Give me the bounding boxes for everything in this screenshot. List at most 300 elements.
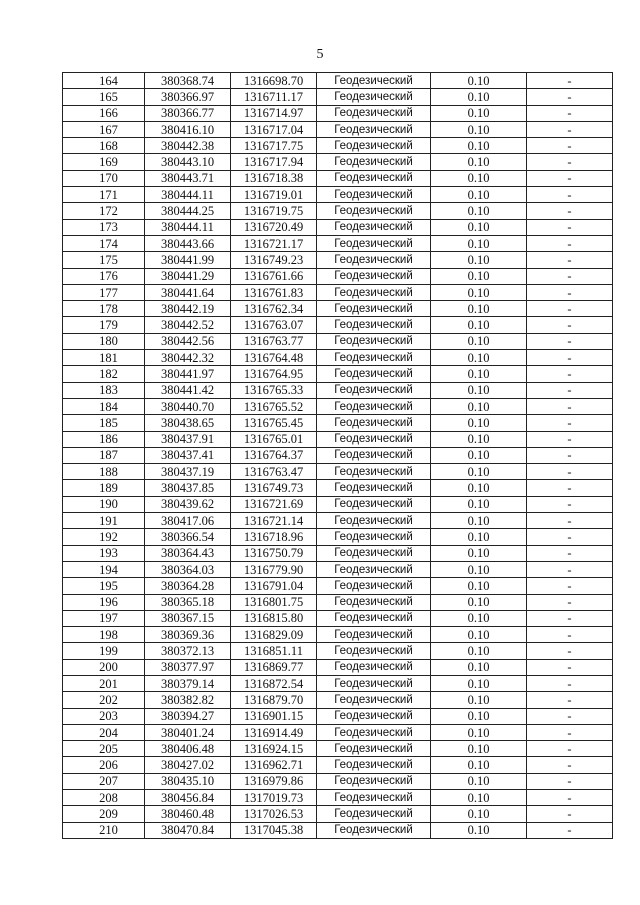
accuracy-cell: 0.10	[431, 366, 527, 382]
accuracy-cell: 0.10	[431, 121, 527, 137]
x-coordinate-cell: 380437.19	[145, 464, 231, 480]
accuracy-cell: 0.10	[431, 268, 527, 284]
table-row	[63, 692, 613, 708]
point-number-cell: 174	[63, 235, 145, 251]
method-cell: Геодезический	[317, 382, 431, 398]
table-row	[63, 105, 613, 121]
x-coordinate-cell: 380366.77	[145, 105, 231, 121]
y-coordinate-cell: 1316765.52	[231, 398, 317, 414]
point-number-cell: 202	[63, 692, 145, 708]
y-coordinate-cell: 1316869.77	[231, 659, 317, 675]
table-row	[63, 447, 613, 463]
description-cell: -	[527, 561, 613, 577]
method-cell: Геодезический	[317, 822, 431, 838]
point-number-cell: 197	[63, 610, 145, 626]
x-coordinate-cell: 380442.56	[145, 333, 231, 349]
accuracy-cell: 0.10	[431, 284, 527, 300]
method-cell: Геодезический	[317, 73, 431, 89]
method-cell: Геодезический	[317, 447, 431, 463]
y-coordinate-cell: 1317019.73	[231, 790, 317, 806]
accuracy-cell: 0.10	[431, 252, 527, 268]
table-row	[63, 724, 613, 740]
method-cell: Геодезический	[317, 203, 431, 219]
x-coordinate-cell: 380442.19	[145, 301, 231, 317]
accuracy-cell: 0.10	[431, 480, 527, 496]
description-cell: -	[527, 350, 613, 366]
y-coordinate-cell: 1316872.54	[231, 675, 317, 691]
accuracy-cell: 0.10	[431, 513, 527, 529]
accuracy-cell: 0.10	[431, 708, 527, 724]
description-cell: -	[527, 301, 613, 317]
x-coordinate-cell: 380366.97	[145, 89, 231, 105]
x-coordinate-cell: 380366.54	[145, 529, 231, 545]
coordinates-table-body	[63, 73, 613, 839]
method-cell: Геодезический	[317, 627, 431, 643]
accuracy-cell: 0.10	[431, 594, 527, 610]
table-row	[63, 643, 613, 659]
point-number-cell: 198	[63, 627, 145, 643]
y-coordinate-cell: 1316829.09	[231, 627, 317, 643]
method-cell: Геодезический	[317, 594, 431, 610]
description-cell: -	[527, 431, 613, 447]
x-coordinate-cell: 380444.11	[145, 219, 231, 235]
description-cell: -	[527, 545, 613, 561]
accuracy-cell: 0.10	[431, 773, 527, 789]
point-number-cell: 184	[63, 398, 145, 414]
method-cell: Геодезический	[317, 252, 431, 268]
y-coordinate-cell: 1316718.96	[231, 529, 317, 545]
method-cell: Геодезический	[317, 692, 431, 708]
table-row	[63, 252, 613, 268]
accuracy-cell: 0.10	[431, 741, 527, 757]
table-row	[63, 757, 613, 773]
point-number-cell: 208	[63, 790, 145, 806]
accuracy-cell: 0.10	[431, 105, 527, 121]
table-row	[63, 790, 613, 806]
table-row	[63, 138, 613, 154]
description-cell: -	[527, 513, 613, 529]
method-cell: Геодезический	[317, 154, 431, 170]
method-cell: Геодезический	[317, 138, 431, 154]
accuracy-cell: 0.10	[431, 154, 527, 170]
x-coordinate-cell: 380456.84	[145, 790, 231, 806]
description-cell: -	[527, 594, 613, 610]
description-cell: -	[527, 121, 613, 137]
point-number-cell: 177	[63, 284, 145, 300]
x-coordinate-cell: 380377.97	[145, 659, 231, 675]
accuracy-cell: 0.10	[431, 333, 527, 349]
accuracy-cell: 0.10	[431, 610, 527, 626]
description-cell: -	[527, 252, 613, 268]
point-number-cell: 186	[63, 431, 145, 447]
y-coordinate-cell: 1316914.49	[231, 724, 317, 740]
method-cell: Геодезический	[317, 513, 431, 529]
description-cell: -	[527, 822, 613, 838]
accuracy-cell: 0.10	[431, 431, 527, 447]
y-coordinate-cell: 1316765.33	[231, 382, 317, 398]
y-coordinate-cell: 1316763.77	[231, 333, 317, 349]
table-row	[63, 219, 613, 235]
point-number-cell: 205	[63, 741, 145, 757]
table-row	[63, 301, 613, 317]
x-coordinate-cell: 380379.14	[145, 675, 231, 691]
point-number-cell: 192	[63, 529, 145, 545]
table-row	[63, 464, 613, 480]
x-coordinate-cell: 380442.38	[145, 138, 231, 154]
x-coordinate-cell: 380437.41	[145, 447, 231, 463]
point-number-cell: 201	[63, 675, 145, 691]
table-row	[63, 317, 613, 333]
method-cell: Геодезический	[317, 415, 431, 431]
y-coordinate-cell: 1316764.48	[231, 350, 317, 366]
y-coordinate-cell: 1316765.01	[231, 431, 317, 447]
table-row	[63, 235, 613, 251]
accuracy-cell: 0.10	[431, 675, 527, 691]
table-row	[63, 675, 613, 691]
method-cell: Геодезический	[317, 170, 431, 186]
x-coordinate-cell: 380441.29	[145, 268, 231, 284]
description-cell: -	[527, 496, 613, 512]
description-cell: -	[527, 73, 613, 89]
description-cell: -	[527, 741, 613, 757]
y-coordinate-cell: 1316763.07	[231, 317, 317, 333]
point-number-cell: 179	[63, 317, 145, 333]
y-coordinate-cell: 1316721.17	[231, 235, 317, 251]
description-cell: -	[527, 790, 613, 806]
y-coordinate-cell: 1316720.49	[231, 219, 317, 235]
accuracy-cell: 0.10	[431, 203, 527, 219]
point-number-cell: 185	[63, 415, 145, 431]
table-row	[63, 741, 613, 757]
point-number-cell: 169	[63, 154, 145, 170]
description-cell: -	[527, 415, 613, 431]
description-cell: -	[527, 659, 613, 675]
method-cell: Геодезический	[317, 121, 431, 137]
x-coordinate-cell: 380369.36	[145, 627, 231, 643]
point-number-cell: 166	[63, 105, 145, 121]
accuracy-cell: 0.10	[431, 790, 527, 806]
method-cell: Геодезический	[317, 659, 431, 675]
x-coordinate-cell: 380416.10	[145, 121, 231, 137]
method-cell: Геодезический	[317, 235, 431, 251]
point-number-cell: 210	[63, 822, 145, 838]
description-cell: -	[527, 170, 613, 186]
table-row	[63, 268, 613, 284]
table-row	[63, 121, 613, 137]
accuracy-cell: 0.10	[431, 235, 527, 251]
point-number-cell: 172	[63, 203, 145, 219]
accuracy-cell: 0.10	[431, 170, 527, 186]
y-coordinate-cell: 1316979.86	[231, 773, 317, 789]
x-coordinate-cell: 380364.28	[145, 578, 231, 594]
point-number-cell: 167	[63, 121, 145, 137]
x-coordinate-cell: 380442.32	[145, 350, 231, 366]
description-cell: -	[527, 89, 613, 105]
point-number-cell: 190	[63, 496, 145, 512]
y-coordinate-cell: 1316901.15	[231, 708, 317, 724]
point-number-cell: 182	[63, 366, 145, 382]
point-number-cell: 180	[63, 333, 145, 349]
method-cell: Геодезический	[317, 284, 431, 300]
description-cell: -	[527, 138, 613, 154]
x-coordinate-cell: 380394.27	[145, 708, 231, 724]
x-coordinate-cell: 380382.82	[145, 692, 231, 708]
method-cell: Геодезический	[317, 724, 431, 740]
accuracy-cell: 0.10	[431, 757, 527, 773]
accuracy-cell: 0.10	[431, 219, 527, 235]
x-coordinate-cell: 380470.84	[145, 822, 231, 838]
point-number-cell: 165	[63, 89, 145, 105]
table-row	[63, 350, 613, 366]
y-coordinate-cell: 1316719.01	[231, 187, 317, 203]
x-coordinate-cell: 380368.74	[145, 73, 231, 89]
description-cell: -	[527, 627, 613, 643]
table-row	[63, 170, 613, 186]
accuracy-cell: 0.10	[431, 724, 527, 740]
method-cell: Геодезический	[317, 675, 431, 691]
accuracy-cell: 0.10	[431, 89, 527, 105]
method-cell: Геодезический	[317, 529, 431, 545]
method-cell: Геодезический	[317, 398, 431, 414]
accuracy-cell: 0.10	[431, 73, 527, 89]
point-number-cell: 176	[63, 268, 145, 284]
x-coordinate-cell: 380401.24	[145, 724, 231, 740]
x-coordinate-cell: 380442.52	[145, 317, 231, 333]
y-coordinate-cell: 1316761.83	[231, 284, 317, 300]
x-coordinate-cell: 380440.70	[145, 398, 231, 414]
table-row	[63, 415, 613, 431]
x-coordinate-cell: 380441.97	[145, 366, 231, 382]
accuracy-cell: 0.10	[431, 545, 527, 561]
y-coordinate-cell: 1316721.69	[231, 496, 317, 512]
point-number-cell: 175	[63, 252, 145, 268]
method-cell: Геодезический	[317, 268, 431, 284]
method-cell: Геодезический	[317, 350, 431, 366]
accuracy-cell: 0.10	[431, 822, 527, 838]
page-number: 5	[316, 47, 324, 62]
table-row	[63, 203, 613, 219]
description-cell: -	[527, 806, 613, 822]
method-cell: Геодезический	[317, 561, 431, 577]
point-number-cell: 171	[63, 187, 145, 203]
description-cell: -	[527, 268, 613, 284]
accuracy-cell: 0.10	[431, 398, 527, 414]
description-cell: -	[527, 610, 613, 626]
x-coordinate-cell: 380444.11	[145, 187, 231, 203]
x-coordinate-cell: 380372.13	[145, 643, 231, 659]
point-number-cell: 191	[63, 513, 145, 529]
x-coordinate-cell: 380365.18	[145, 594, 231, 610]
y-coordinate-cell: 1316779.90	[231, 561, 317, 577]
point-number-cell: 164	[63, 73, 145, 89]
method-cell: Геодезический	[317, 464, 431, 480]
table-row	[63, 578, 613, 594]
y-coordinate-cell: 1316717.04	[231, 121, 317, 137]
description-cell: -	[527, 154, 613, 170]
description-cell: -	[527, 757, 613, 773]
point-number-cell: 209	[63, 806, 145, 822]
description-cell: -	[527, 692, 613, 708]
description-cell: -	[527, 773, 613, 789]
y-coordinate-cell: 1316764.37	[231, 447, 317, 463]
method-cell: Геодезический	[317, 708, 431, 724]
x-coordinate-cell: 380460.48	[145, 806, 231, 822]
y-coordinate-cell: 1316762.34	[231, 301, 317, 317]
y-coordinate-cell: 1316879.70	[231, 692, 317, 708]
point-number-cell: 173	[63, 219, 145, 235]
x-coordinate-cell: 380441.42	[145, 382, 231, 398]
point-number-cell: 199	[63, 643, 145, 659]
y-coordinate-cell: 1316749.23	[231, 252, 317, 268]
x-coordinate-cell: 380441.99	[145, 252, 231, 268]
point-number-cell: 187	[63, 447, 145, 463]
table-row	[63, 187, 613, 203]
y-coordinate-cell: 1316721.14	[231, 513, 317, 529]
point-number-cell: 193	[63, 545, 145, 561]
y-coordinate-cell: 1316717.75	[231, 138, 317, 154]
description-cell: -	[527, 675, 613, 691]
accuracy-cell: 0.10	[431, 350, 527, 366]
x-coordinate-cell: 380417.06	[145, 513, 231, 529]
table-row	[63, 366, 613, 382]
accuracy-cell: 0.10	[431, 301, 527, 317]
y-coordinate-cell: 1316815.80	[231, 610, 317, 626]
x-coordinate-cell: 380438.65	[145, 415, 231, 431]
accuracy-cell: 0.10	[431, 529, 527, 545]
accuracy-cell: 0.10	[431, 464, 527, 480]
accuracy-cell: 0.10	[431, 627, 527, 643]
method-cell: Геодезический	[317, 545, 431, 561]
accuracy-cell: 0.10	[431, 382, 527, 398]
description-cell: -	[527, 529, 613, 545]
description-cell: -	[527, 187, 613, 203]
y-coordinate-cell: 1316851.11	[231, 643, 317, 659]
y-coordinate-cell: 1316718.38	[231, 170, 317, 186]
description-cell: -	[527, 447, 613, 463]
table-row	[63, 659, 613, 675]
accuracy-cell: 0.10	[431, 692, 527, 708]
point-number-cell: 200	[63, 659, 145, 675]
method-cell: Геодезический	[317, 578, 431, 594]
table-row	[63, 89, 613, 105]
point-number-cell: 170	[63, 170, 145, 186]
method-cell: Геодезический	[317, 757, 431, 773]
y-coordinate-cell: 1316698.70	[231, 73, 317, 89]
method-cell: Геодезический	[317, 610, 431, 626]
table-row	[63, 73, 613, 89]
method-cell: Геодезический	[317, 366, 431, 382]
point-number-cell: 207	[63, 773, 145, 789]
y-coordinate-cell: 1316765.45	[231, 415, 317, 431]
coordinates-table	[62, 72, 613, 839]
x-coordinate-cell: 380443.71	[145, 170, 231, 186]
y-coordinate-cell: 1317026.53	[231, 806, 317, 822]
method-cell: Геодезический	[317, 806, 431, 822]
description-cell: -	[527, 333, 613, 349]
table-row	[63, 708, 613, 724]
x-coordinate-cell: 380441.64	[145, 284, 231, 300]
table-row	[63, 822, 613, 838]
y-coordinate-cell: 1316749.73	[231, 480, 317, 496]
x-coordinate-cell: 380444.25	[145, 203, 231, 219]
y-coordinate-cell: 1316714.97	[231, 105, 317, 121]
description-cell: -	[527, 643, 613, 659]
x-coordinate-cell: 380437.91	[145, 431, 231, 447]
x-coordinate-cell: 380435.10	[145, 773, 231, 789]
accuracy-cell: 0.10	[431, 415, 527, 431]
point-number-cell: 194	[63, 561, 145, 577]
x-coordinate-cell: 380406.48	[145, 741, 231, 757]
table-row	[63, 398, 613, 414]
table-row	[63, 529, 613, 545]
y-coordinate-cell: 1316801.75	[231, 594, 317, 610]
y-coordinate-cell: 1316717.94	[231, 154, 317, 170]
table-row	[63, 431, 613, 447]
x-coordinate-cell: 380364.03	[145, 561, 231, 577]
y-coordinate-cell: 1316719.75	[231, 203, 317, 219]
point-number-cell: 189	[63, 480, 145, 496]
table-row	[63, 333, 613, 349]
method-cell: Геодезический	[317, 219, 431, 235]
table-row	[63, 806, 613, 822]
accuracy-cell: 0.10	[431, 578, 527, 594]
table-row	[63, 480, 613, 496]
accuracy-cell: 0.10	[431, 496, 527, 512]
x-coordinate-cell: 380443.66	[145, 235, 231, 251]
description-cell: -	[527, 480, 613, 496]
y-coordinate-cell: 1316764.95	[231, 366, 317, 382]
accuracy-cell: 0.10	[431, 561, 527, 577]
accuracy-cell: 0.10	[431, 643, 527, 659]
y-coordinate-cell: 1316761.66	[231, 268, 317, 284]
method-cell: Геодезический	[317, 431, 431, 447]
description-cell: -	[527, 105, 613, 121]
table-row	[63, 513, 613, 529]
description-cell: -	[527, 203, 613, 219]
accuracy-cell: 0.10	[431, 317, 527, 333]
accuracy-cell: 0.10	[431, 806, 527, 822]
y-coordinate-cell: 1316750.79	[231, 545, 317, 561]
x-coordinate-cell: 380364.43	[145, 545, 231, 561]
point-number-cell: 206	[63, 757, 145, 773]
description-cell: -	[527, 235, 613, 251]
y-coordinate-cell: 1316924.15	[231, 741, 317, 757]
description-cell: -	[527, 284, 613, 300]
table-row	[63, 610, 613, 626]
point-number-cell: 203	[63, 708, 145, 724]
accuracy-cell: 0.10	[431, 138, 527, 154]
x-coordinate-cell: 380427.02	[145, 757, 231, 773]
description-cell: -	[527, 219, 613, 235]
point-number-cell: 181	[63, 350, 145, 366]
x-coordinate-cell: 380367.15	[145, 610, 231, 626]
y-coordinate-cell: 1317045.38	[231, 822, 317, 838]
x-coordinate-cell: 380443.10	[145, 154, 231, 170]
method-cell: Геодезический	[317, 187, 431, 203]
table-row	[63, 545, 613, 561]
description-cell: -	[527, 708, 613, 724]
method-cell: Геодезический	[317, 333, 431, 349]
method-cell: Геодезический	[317, 496, 431, 512]
table-row	[63, 561, 613, 577]
method-cell: Геодезический	[317, 643, 431, 659]
method-cell: Геодезический	[317, 301, 431, 317]
method-cell: Геодезический	[317, 105, 431, 121]
y-coordinate-cell: 1316791.04	[231, 578, 317, 594]
description-cell: -	[527, 724, 613, 740]
point-number-cell: 188	[63, 464, 145, 480]
method-cell: Геодезический	[317, 89, 431, 105]
